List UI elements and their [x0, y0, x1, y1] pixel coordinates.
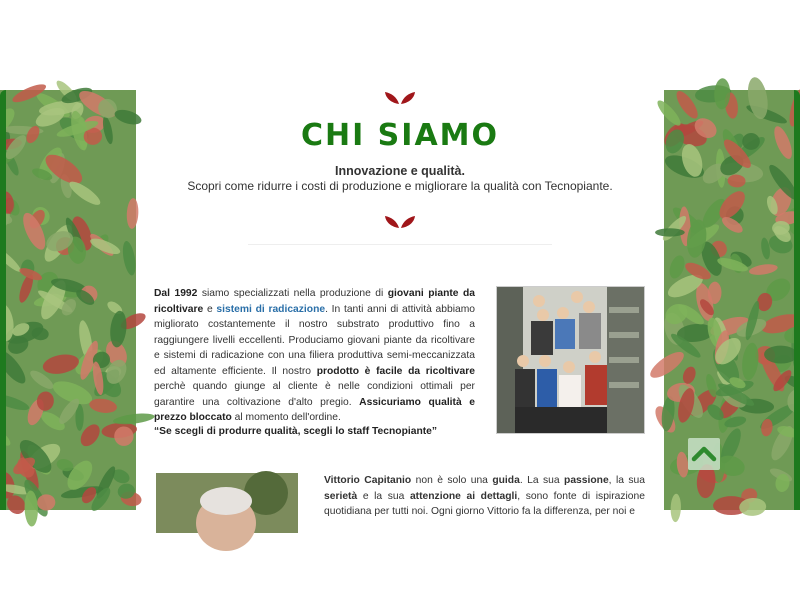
- scroll-to-top-button[interactable]: [688, 438, 720, 470]
- staff-quote: “Se scegli di produrre qualità, scegli lo staff Tecnopiante”: [154, 426, 438, 437]
- left-foliage-panel: [0, 90, 136, 510]
- staff-photo: [496, 286, 645, 434]
- right-foliage-panel: [664, 90, 800, 510]
- page-title: CHI SIAMO: [300, 118, 500, 153]
- founder-paragraph: Vittorio Capitanio non è solo una guida. La sua passione, la sua serietà e la sua attenzione ai dettagli, sono fonte di ispirazione quotidiana per tutti noi. Ogni giorno Vittorio fa la differenza, per noi e: [324, 475, 646, 517]
- foliage-image: [664, 90, 800, 510]
- right-border-line: [794, 90, 800, 510]
- radicazione-link[interactable]: sistemi di radicazione: [216, 303, 326, 315]
- foliage-image: [0, 90, 136, 510]
- intro-paragraph: Dal 1992 siamo specializzati nella produzione di giovani piante da ricoltivare e sistemi di radicazione. In tanti anni di attività abbiamo migliorato costantemente il nostro substrato produttivo fino a raggiungere livelli eccellenti. Produciamo giovani piante da ricoltivare e sistemi di radicazione con una filiera produttiva semi-meccanizzata ed altamente efficiente. Il nostro prodotto è facile da ricoltivare perchè quando giunge al cliente è nelle condizioni ottimali per garantire una coltivazione d'alto pregio. Assicuriamo qualità e prezzo bloccato al momento dell'ordine.: [154, 288, 476, 423]
- page-viewport: [0, 90, 800, 517]
- section-divider: [248, 244, 552, 245]
- page-subtitle: Innovazione e qualità.: [335, 164, 465, 178]
- chevron-up-icon: [688, 438, 720, 470]
- leaf-pair-icon: [384, 214, 416, 230]
- leaf-pair-icon: [384, 90, 416, 106]
- founder-photo: [156, 473, 298, 533]
- main-content: [136, 90, 664, 517]
- page-tagline: Scopri come ridurre i costi di produzione e migliorare la qualità con Tecnopiante.: [187, 179, 613, 193]
- left-border-line: [0, 90, 6, 510]
